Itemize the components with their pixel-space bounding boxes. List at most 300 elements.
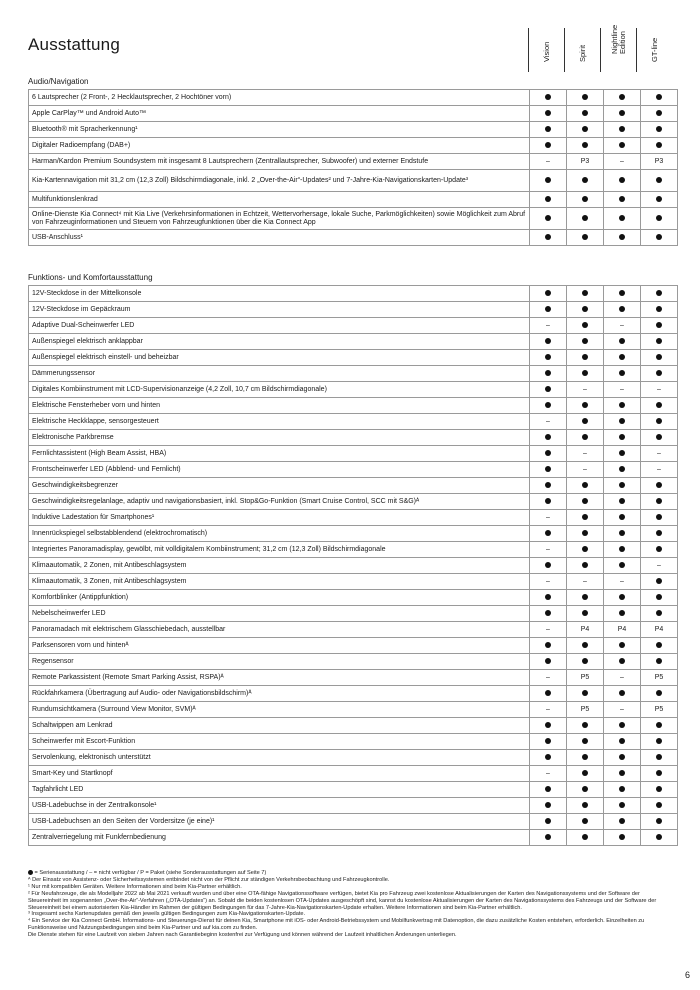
included-dot-icon [567,798,604,814]
included-dot-icon [604,138,641,154]
table-row [29,494,678,510]
included-dot-icon [530,230,567,246]
included-dot-icon [530,526,567,542]
table-row [29,814,678,830]
dot-icon [619,482,625,488]
dot-icon [545,802,551,808]
dot-icon [582,594,588,600]
table-row [29,670,678,686]
row-label: Smart-Key und Startknopf [29,766,530,782]
table-row [29,122,678,138]
dot-icon [656,834,662,840]
included-dot-icon [604,230,641,246]
dot-icon [656,738,662,744]
included-dot-icon [641,414,678,430]
dot-icon [545,402,551,408]
row-label: Servolenkung, elektronisch unterstützt [29,750,530,766]
dot-icon [545,498,551,504]
included-dot-icon [530,478,567,494]
included-dot-icon [604,606,641,622]
included-dot-icon [604,350,641,366]
included-dot-icon [530,590,567,606]
row-label: Klimaautomatik, 3 Zonen, mit Antibeschlagsystem [29,574,530,590]
dot-icon [619,594,625,600]
dot-icon [656,546,662,552]
dot-icon [582,482,588,488]
included-dot-icon [530,90,567,106]
dot-icon [656,354,662,360]
dot-icon [545,658,551,664]
included-dot-icon [641,192,678,208]
table-row [29,138,678,154]
included-dot-icon [567,718,604,734]
included-dot-icon [641,106,678,122]
value-cell: – [567,574,604,590]
dot-icon [619,418,625,424]
value-cell: – [567,462,604,478]
row-label: Remote Parkassistent (Remote Smart Parking Assist, RSPA)ᴬ [29,670,530,686]
included-dot-icon [530,382,567,398]
column-header-vision [528,28,564,72]
table-row [29,622,678,638]
included-dot-icon [604,446,641,462]
dot-icon [545,354,551,360]
included-dot-icon [530,366,567,382]
included-dot-icon [604,718,641,734]
footnote: ᴬ Der Einsatz von Assistenz- oder Sicherheitssystemen entbindet nicht von der Pflicht zur ständigen Verkehrsbeobachtung und Fahrzeugkontrolle. [28,876,390,883]
footnotes [28,870,672,939]
dot-icon [582,290,588,296]
included-dot-icon [530,494,567,510]
dot-icon [582,354,588,360]
dot-icon [545,177,551,183]
dot-icon [582,402,588,408]
included-dot-icon [604,510,641,526]
row-label: Scheinwerfer mit Escort-Funktion [29,734,530,750]
table-row [29,750,678,766]
dot-icon [656,142,662,148]
included-dot-icon [604,686,641,702]
row-label: 6 Lautsprecher (2 Front-, 2 Hecklautsprecher, 2 Hochtöner vorn) [29,90,530,106]
dot-icon [619,498,625,504]
value-cell: – [530,414,567,430]
included-dot-icon [604,462,641,478]
row-label: Elektrische Heckklappe, sensorgesteuert [29,414,530,430]
dot-icon [545,450,551,456]
included-dot-icon [641,398,678,414]
value-cell: P5 [641,670,678,686]
dot-icon [582,418,588,424]
included-dot-icon [567,750,604,766]
included-dot-icon [604,830,641,846]
value-cell: – [604,670,641,686]
dot-icon [545,290,551,296]
included-dot-icon [567,542,604,558]
row-label: Apple CarPlay™ und Android Auto™ [29,106,530,122]
table-row [29,558,678,574]
column-header-gtline [636,28,672,72]
value-cell: – [530,318,567,334]
footnote [28,870,672,877]
included-dot-icon [641,138,678,154]
dot-icon [545,562,551,568]
included-dot-icon [530,654,567,670]
row-label: Induktive Ladestation für Smartphones¹ [29,510,530,526]
included-dot-icon [530,398,567,414]
dot-icon [582,658,588,664]
included-dot-icon [641,782,678,798]
column-label: GT-line [649,37,659,62]
included-dot-icon [641,814,678,830]
dot-icon [545,142,551,148]
dot-icon [545,530,551,536]
dot-icon [619,786,625,792]
dot-icon [656,434,662,440]
included-dot-icon [530,830,567,846]
dot-icon [582,610,588,616]
row-label: Digitales Kombiinstrument mit LCD-Supervisionanzeige (4,2 Zoll, 10,7 cm Bildschirmdiagonale) [29,382,530,398]
dot-icon [582,802,588,808]
dot-icon [656,234,662,240]
dot-icon [656,722,662,728]
row-label: Digitaler Radioempfang (DAB+) [29,138,530,154]
row-label: Geschwindigkeitsbegrenzer [29,478,530,494]
table-row [29,462,678,478]
dot-icon [582,546,588,552]
dot-icon [545,196,551,202]
dot-icon [619,306,625,312]
table-row [29,686,678,702]
table-row [29,766,678,782]
dot-icon [656,94,662,100]
dot-icon [619,770,625,776]
included-dot-icon [604,334,641,350]
included-dot-icon [530,462,567,478]
row-label: Tagfahrlicht LED [29,782,530,798]
dot-icon [582,738,588,744]
dot-icon [545,818,551,824]
dot-icon [619,110,625,116]
dot-icon [656,402,662,408]
included-dot-icon [641,574,678,590]
row-label: Nebelscheinwerfer LED [29,606,530,622]
value-cell: – [530,670,567,686]
included-dot-icon [641,478,678,494]
row-label: Schaltwippen am Lenkrad [29,718,530,734]
value-cell: – [530,542,567,558]
dot-icon [656,642,662,648]
included-dot-icon [641,334,678,350]
table-row [29,798,678,814]
included-dot-icon [567,286,604,302]
dot-icon [545,738,551,744]
included-dot-icon [641,750,678,766]
dot-icon [656,658,662,664]
dot-icon [545,110,551,116]
dot-icon [619,234,625,240]
dot-icon [545,594,551,600]
footnote: ³ Insgesamt sechs Kartenupdates gemäß den jeweils gültigen Bedingungen zum Kia-Navigationskarten-Update. [28,911,306,918]
included-dot-icon [604,366,641,382]
included-dot-icon [530,430,567,446]
included-dot-icon [567,606,604,622]
included-dot-icon [567,318,604,334]
dot-icon [656,215,662,221]
included-dot-icon [567,122,604,138]
included-dot-icon [604,750,641,766]
row-label: 12V-Steckdose im Gepäckraum [29,302,530,318]
dot-icon [656,802,662,808]
dot-icon [619,450,625,456]
included-dot-icon [530,718,567,734]
dot-icon [582,306,588,312]
included-dot-icon [641,208,678,230]
included-dot-icon [530,558,567,574]
included-dot-icon [641,230,678,246]
dot-icon [656,594,662,600]
value-cell: – [530,766,567,782]
dot-icon [545,722,551,728]
table-row [29,286,678,302]
dot-icon [656,322,662,328]
dot-icon [582,322,588,328]
section-komfort [28,272,672,846]
row-label: Geschwindigkeitsregelanlage, adaptiv und navigationsbasiert, inkl. Stop&Go-Funktion (Smart Cruise Control, SCC mit S&G)ᴬ [29,494,530,510]
table-row [29,606,678,622]
table-row [29,192,678,208]
included-dot-icon [604,208,641,230]
dot-icon [545,126,551,132]
column-label: Spirit [577,44,587,62]
value-cell: P4 [641,622,678,638]
table-row [29,638,678,654]
included-dot-icon [641,638,678,654]
included-dot-icon [567,208,604,230]
page-title: Ausstattung [28,35,120,55]
row-label: Regensensor [29,654,530,670]
included-dot-icon [604,542,641,558]
dot-icon [656,530,662,536]
included-dot-icon [567,106,604,122]
row-label: Kia-Kartennavigation mit 31,2 cm (12,3 Zoll) Bildschirmdiagonale, inkl. 2 „Over-the-Air“-Updates² und 7-Jahre-Kia-Navigationskarten-Update³ [29,170,530,192]
dot-icon [545,306,551,312]
table-row [29,382,678,398]
included-dot-icon [641,686,678,702]
included-dot-icon [530,350,567,366]
included-dot-icon [530,138,567,154]
dot-icon [619,642,625,648]
included-dot-icon [567,414,604,430]
included-dot-icon [604,558,641,574]
dot-icon [582,514,588,520]
section-title: Funktions- und Komfortausstattung [28,273,153,282]
dot-icon [619,338,625,344]
row-label: Integriertes Panoramadisplay, gewölbt, mit volldigitalem Kombiinstrument; 31,2 cm (12,3 Zoll) Bildschirmdiagonale [29,542,530,558]
dot-icon [619,546,625,552]
table-row [29,302,678,318]
table-row [29,782,678,798]
dot-icon [619,215,625,221]
table-row [29,510,678,526]
row-label: Adaptive Dual-Scheinwerfer LED [29,318,530,334]
table-row [29,106,678,122]
dot-icon [619,818,625,824]
dot-icon [619,142,625,148]
row-label: Dämmerungssensor [29,366,530,382]
dot-icon [582,370,588,376]
dot-icon [619,658,625,664]
included-dot-icon [641,494,678,510]
dot-icon [582,234,588,240]
footnote: ¹ Nur mit kompatiblen Geräten. Weitere Informationen sind beim Kia-Partner erhältlich. [28,883,242,890]
dot-icon [545,94,551,100]
included-dot-icon [641,90,678,106]
dot-icon [619,94,625,100]
included-dot-icon [641,170,678,192]
value-cell: – [604,154,641,170]
included-dot-icon [567,526,604,542]
dot-icon [582,142,588,148]
included-dot-icon [604,494,641,510]
row-label: Multifunktionslenkrad [29,192,530,208]
dot-icon [656,196,662,202]
included-dot-icon [641,798,678,814]
footnote: ⁴ Ein Service der Kia Connect GmbH. Informations- und Steuerungs-Dienst für deinen Kia, Smartphone mit iOS- oder Android-Betriebssystem und Mobilfunkvertrag mit Datenoption, die dazu zusätzliche Kosten entstehen, erforderlich. Einzelheiten zu Funktionsweise und Nutzungsbedingungen sind beim Kia-Partner und auf kia.com zu finden. [28,918,645,932]
included-dot-icon [604,192,641,208]
row-label: Komfortblinker (Antippfunktion) [29,590,530,606]
included-dot-icon [567,638,604,654]
dot-icon [545,215,551,221]
included-dot-icon [567,494,604,510]
table-row [29,542,678,558]
included-dot-icon [641,430,678,446]
table-row [29,398,678,414]
dot-icon [545,786,551,792]
included-dot-icon [530,192,567,208]
included-dot-icon [567,430,604,446]
dot-icon [656,754,662,760]
dot-icon [545,466,551,472]
dot-icon [656,610,662,616]
dot-icon [582,177,588,183]
included-dot-icon [567,398,604,414]
included-dot-icon [604,122,641,138]
dot-icon [545,834,551,840]
dot-icon [619,610,625,616]
included-dot-icon [530,606,567,622]
included-dot-icon [641,830,678,846]
included-dot-icon [567,654,604,670]
dot-icon [619,562,625,568]
included-dot-icon [567,830,604,846]
table-row [29,590,678,606]
dot-icon [619,177,625,183]
included-dot-icon [604,798,641,814]
row-label: Außenspiegel elektrisch anklappbar [29,334,530,350]
dot-icon [656,290,662,296]
included-dot-icon [604,478,641,494]
value-cell: – [604,702,641,718]
row-label: Panoramadach mit elektrischem Glasschiebedach, ausstellbar [29,622,530,638]
dot-icon [582,110,588,116]
dot-icon [582,722,588,728]
value-cell: – [641,446,678,462]
included-dot-icon [641,350,678,366]
page-number: 6 [684,970,690,980]
value-cell: – [530,574,567,590]
row-label: Außenspiegel elektrisch einstell- und beheizbar [29,350,530,366]
value-cell: – [604,318,641,334]
value-cell: – [567,382,604,398]
included-dot-icon [567,814,604,830]
included-dot-icon [641,654,678,670]
table-row [29,718,678,734]
dot-icon [582,94,588,100]
included-dot-icon [567,170,604,192]
row-label: Bluetooth® mit Spracherkennung¹ [29,122,530,138]
included-dot-icon [530,750,567,766]
value-cell: P5 [567,702,604,718]
dot-icon [582,434,588,440]
included-dot-icon [530,798,567,814]
value-cell: P3 [567,154,604,170]
included-dot-icon [604,286,641,302]
dot-icon [545,234,551,240]
dot-icon [656,370,662,376]
included-dot-icon [567,366,604,382]
included-dot-icon [567,192,604,208]
included-dot-icon [604,782,641,798]
dot-icon [545,434,551,440]
value-cell: – [567,446,604,462]
included-dot-icon [567,478,604,494]
included-dot-icon [567,510,604,526]
dot-icon [619,530,625,536]
dot-icon [582,126,588,132]
included-dot-icon [530,170,567,192]
dot-icon [656,482,662,488]
dot-icon [619,466,625,472]
table-row [29,734,678,750]
table-row [29,446,678,462]
column-label: Nightline Edition [609,24,627,54]
dot-icon [582,786,588,792]
dot-icon [582,754,588,760]
dot-icon [656,338,662,344]
value-cell: P5 [641,702,678,718]
table-row [29,430,678,446]
dot-icon [582,818,588,824]
included-dot-icon [604,638,641,654]
dot-icon [582,690,588,696]
value-cell: – [641,558,678,574]
dot-icon [582,530,588,536]
dot-icon [656,818,662,824]
row-label: USB-Ladebuchsen an den Seiten der Vordersitze (je eine)¹ [29,814,530,830]
row-label: USB-Ladebuchse in der Zentralkonsole¹ [29,798,530,814]
row-label: Online-Dienste Kia Connect⁴ mit Kia Live (Verkehrsinformationen in Echtzeit, Wettervorhersage, lokale Suche, Parkmöglichkeiten) sowie Möglichkeit zum Abruf von Fahrzeuginformationen und Steuern von Fahrzeugfunktionen über die Kia Connect App [29,208,530,230]
dot-icon [582,642,588,648]
included-dot-icon [530,334,567,350]
row-label: Innenrückspiegel selbstabblendend (elektrochromatisch) [29,526,530,542]
column-label: Vision [541,41,551,62]
value-cell: – [604,382,641,398]
included-dot-icon [567,734,604,750]
table-row [29,350,678,366]
included-dot-icon [530,734,567,750]
included-dot-icon [567,558,604,574]
dot-icon [545,690,551,696]
